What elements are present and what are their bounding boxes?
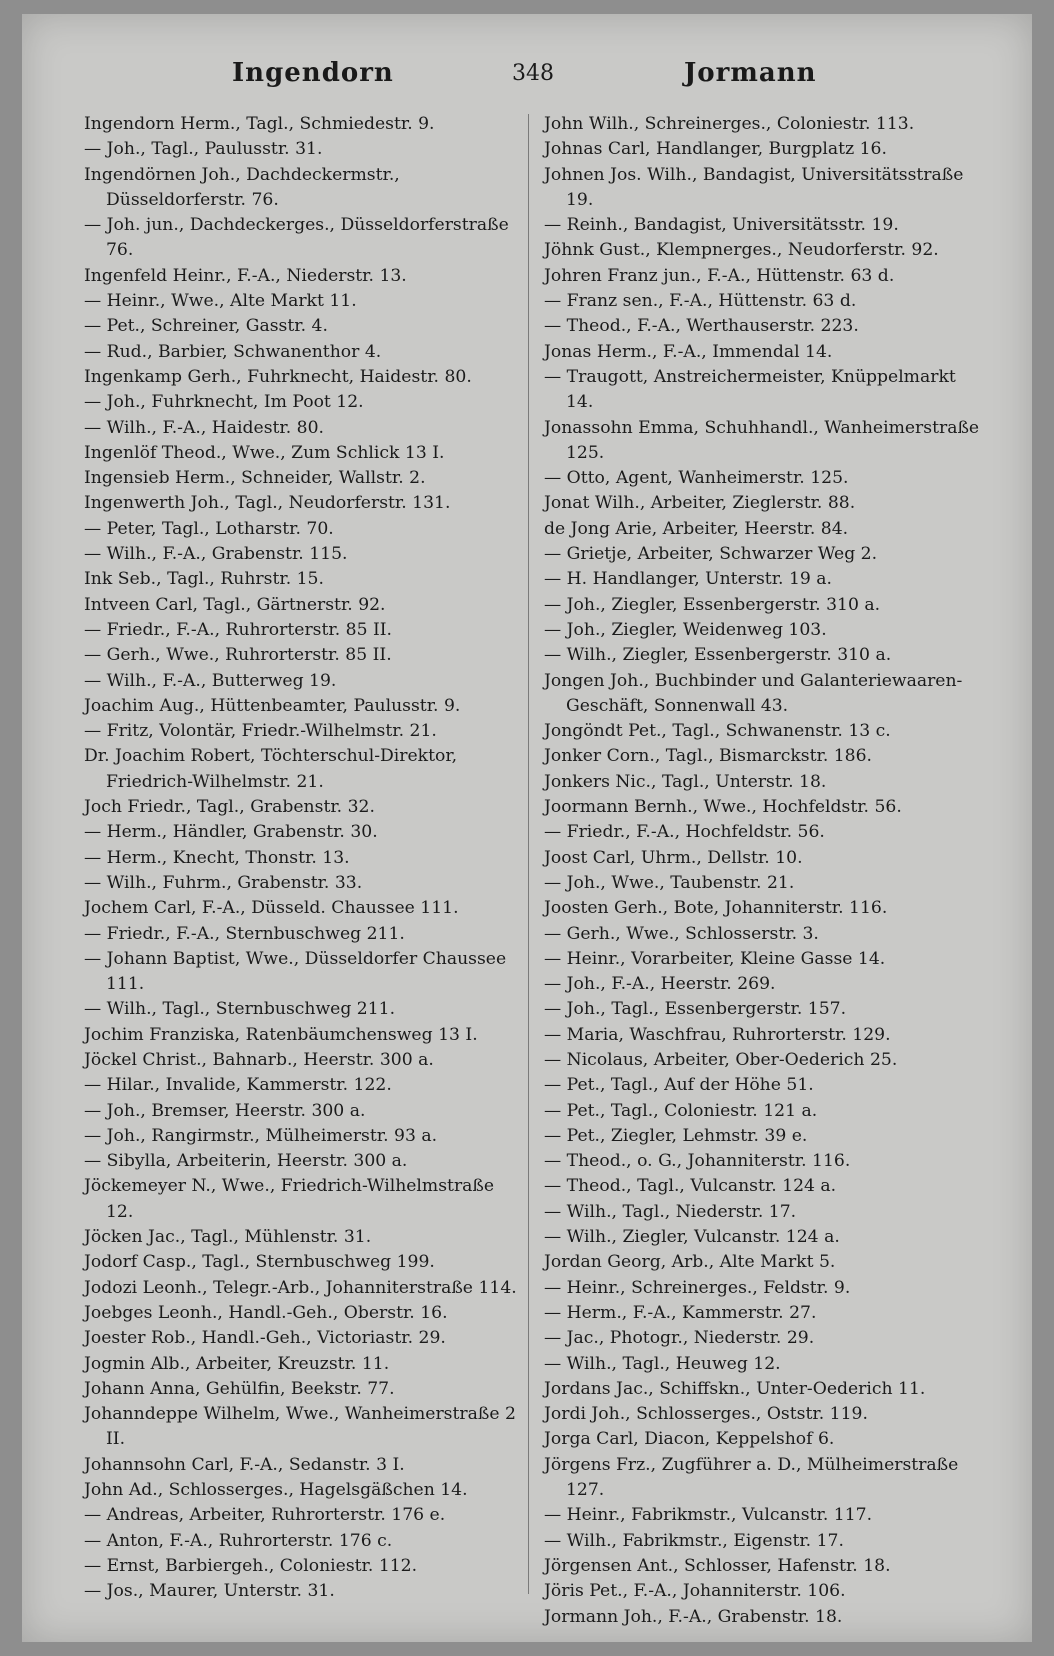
directory-entry: — Joh., Wwe., Taubenstr. 21. [544,872,795,893]
directory-entry: — Anton, F.-A., Ruhrorterstr. 176 c. [84,1530,393,1551]
directory-entry: — Pet., Tagl., Auf der Höhe 51. [544,1075,814,1096]
directory-entry: Jochem Carl, F.-A., Düsseld. Chaussee 111. [84,898,459,919]
directory-entry: Jordan Georg, Arb., Alte Markt 5. [544,1252,836,1273]
directory-entry: — Theod., o. G., Johanniterstr. 116. [544,1151,851,1172]
directory-entry: — Joh., Bremser, Heerstr. 300 a. [84,1100,366,1121]
directory-entry: Jöcken Jac., Tagl., Mühlenstr. 31. [84,1227,372,1248]
directory-entry: Joormann Bernh., Wwe., Hochfeldstr. 56. [544,797,902,818]
directory-entry: — Heinr., Schreinerges., Feldstr. 9. [544,1277,851,1298]
directory-entry: — Joh., Ziegler, Weidenweg 103. [544,619,827,640]
directory-entry: — Andreas, Arbeiter, Ruhrorterstr. 176 e. [84,1505,446,1526]
directory-entry: — Friedr., F.-A., Ruhrorterstr. 85 II. [84,619,393,640]
directory-entry: — Joh., Tagl., Essenbergerstr. 157. [544,999,847,1020]
directory-entry: — Herm., Knecht, Thonstr. 13. [84,847,350,868]
directory-entry: Jörgens Frz., Zugführer a. D., Mülheimerstraße 127. [544,1454,959,1501]
directory-entry: — Peter, Tagl., Lotharstr. 70. [84,518,334,539]
directory-entry: — Joh., Ziegler, Essenbergerstr. 310 a. [544,594,881,615]
directory-entry: Ingendorn Herm., Tagl., Schmiedestr. 9. [84,114,435,134]
directory-entry: — Joh., Fuhrknecht, Im Poot 12. [84,392,364,413]
directory-entry: — Gerh., Wwe., Ruhrorterstr. 85 II. [84,645,392,666]
directory-entry: Jörgensen Ant., Schlosser, Hafenstr. 18. [544,1555,891,1576]
directory-entry: — Joh., Tagl., Paulusstr. 31. [84,139,323,160]
page-header [22,58,1032,98]
directory-entry: Jonat Wilh., Arbeiter, Zieglerstr. 88. [544,493,856,514]
directory-entry: — Maria, Waschfrau, Ruhrorterstr. 129. [544,1024,891,1045]
directory-entry: Joester Rob., Handl.-Geh., Victoriastr. 29. [84,1328,446,1349]
directory-entry: — Grietje, Arbeiter, Schwarzer Weg 2. [544,544,878,565]
directory-entry: — Gerh., Wwe., Schlosserstr. 3. [544,923,819,944]
directory-entry: Jonas Herm., F.-A., Immendal 14. [544,341,833,362]
directory-entry: — H. Handlanger, Unterstr. 19 a. [544,569,832,590]
directory-entry: Joebges Leonh., Handl.-Geh., Oberstr. 16. [84,1302,448,1323]
column-divider [528,114,529,1594]
directory-entry: Jöckel Christ., Bahnarb., Heerstr. 300 a. [84,1049,434,1070]
directory-entry: Johnen Jos. Wilh., Bandagist, Universitätsstraße 19. [544,164,964,210]
directory-entry: — Joh., F.-A., Heerstr. 269. [544,974,776,995]
directory-entry: Jodorf Casp., Tagl., Sternbuschweg 199. [84,1252,435,1273]
directory-entry: — Wilh., F.-A., Grabenstr. 115. [84,544,348,565]
directory-entry: — Jac., Photogr., Niederstr. 29. [544,1328,815,1349]
directory-entry: Ingenlöf Theod., Wwe., Zum Schlick 13 I. [84,442,445,463]
directory-entry: — Fritz, Volontär, Friedr.-Wilhelmstr. 21. [84,721,437,742]
directory-entry: Johanndeppe Wilhelm, Wwe., Wanheimerstraße 2 II. [84,1404,516,1450]
directory-entry: Jöckemeyer N., Wwe., Friedrich-Wilhelmstraße 12. [84,1176,495,1222]
directory-entry: — Heinr., Vorarbeiter, Kleine Gasse 14. [544,948,886,969]
directory-entry: Ingenkamp Gerh., Fuhrknecht, Haidestr. 80. [84,366,472,387]
directory-entry: de Jong Arie, Arbeiter, Heerstr. 84. [544,518,849,539]
directory-entry: — Reinh., Bandagist, Universitätsstr. 19. [544,215,899,236]
directory-entry: Joosten Gerh., Bote, Johanniterstr. 116. [544,898,888,919]
directory-entry: Ingenfeld Heinr., F.-A., Niederstr. 13. [84,265,407,286]
directory-entry: Jöris Pet., F.-A., Johanniterstr. 106. [544,1581,846,1602]
right-column [544,112,984,1630]
directory-entry: — Joh., Rangirmstr., Mülheimerstr. 93 a. [84,1125,438,1146]
directory-entry: Jogmin Alb., Arbeiter, Kreuzstr. 11. [84,1353,390,1374]
directory-entry: Intveen Carl, Tagl., Gärtnerstr. 92. [84,594,386,615]
directory-entry: — Otto, Agent, Wanheimerstr. 125. [544,468,849,489]
directory-entry: Jöhnk Gust., Klempnerges., Neudorferstr. 92. [544,240,939,261]
directory-entry: — Wilh., Fabrikmstr., Eigenstr. 17. [544,1530,844,1551]
directory-entry: — Theod., Tagl., Vulcanstr. 124 a. [544,1176,837,1197]
page-number: 348 [512,61,554,86]
directory-entry: — Pet., Schreiner, Gasstr. 4. [84,316,328,337]
directory-entry: — Rud., Barbier, Schwanenthor 4. [84,341,382,362]
directory-entry: — Wilh., Tagl., Sternbuschweg 211. [84,999,396,1020]
directory-entry: — Nicolaus, Arbeiter, Ober-Oederich 25. [544,1049,898,1070]
directory-entry: — Wilh., F.-A., Haidestr. 80. [84,417,325,438]
directory-entry: — Jos., Maurer, Unterstr. 31. [84,1581,335,1602]
directory-entry: — Franz sen., F.-A., Hüttenstr. 63 d. [544,291,857,312]
directory-entry: Jonassohn Emma, Schuhhandl., Wanheimerstraße 125. [544,417,980,463]
directory-entry: — Joh. jun., Dachdeckerges., Düsseldorferstraße 76. [84,215,509,261]
directory-entry: — Wilh., Ziegler, Vulcanstr. 124 a. [544,1227,840,1248]
header-left-keyword: Ingendorn [232,58,394,88]
directory-entry: — Hilar., Invalide, Kammerstr. 122. [84,1075,392,1096]
directory-entry: Ingendörnen Joh., Dachdeckermstr., Düsseldorferstr. 76. [84,164,400,210]
directory-entry: Jongöndt Pet., Tagl., Schwanenstr. 13 c. [544,721,891,742]
directory-entry: — Sibylla, Arbeiterin, Heerstr. 300 a. [84,1151,408,1172]
directory-entry: — Herm., F.-A., Kammerstr. 27. [544,1302,817,1323]
header-right-keyword: Jormann [684,58,817,88]
directory-entry: Joachim Aug., Hüttenbeamter, Paulusstr. 9. [84,695,461,716]
directory-entry: — Pet., Ziegler, Lehmstr. 39 e. [544,1125,808,1146]
directory-entry: — Friedr., F.-A., Hochfeldstr. 56. [544,822,825,843]
directory-entry: — Johann Baptist, Wwe., Düsseldorfer Chaussee 111. [84,948,507,995]
directory-entry: — Friedr., F.-A., Sternbuschweg 211. [84,923,405,944]
directory-entry: — Ernst, Barbiergeh., Coloniestr. 112. [84,1555,418,1576]
directory-entry: Jormann Joh., F.-A., Grabenstr. 18. [544,1606,843,1627]
directory-entry: John Ad., Schlosserges., Hagelsgäßchen 14. [84,1480,468,1501]
directory-entry: Johren Franz jun., F.-A., Hüttenstr. 63 d. [544,265,895,286]
directory-entry: Ingensieb Herm., Schneider, Wallstr. 2. [84,468,426,489]
directory-entry: — Wilh., Ziegler, Essenbergerstr. 310 a. [544,645,892,666]
directory-entry: Jodozi Leonh., Telegr.-Arb., Johanniterstraße 114. [84,1277,517,1298]
directory-entry: Joch Friedr., Tagl., Grabenstr. 32. [84,797,375,818]
directory-entry: — Wilh., Tagl., Heuweg 12. [544,1353,781,1374]
directory-entry: — Traugott, Anstreichermeister, Knüppelmarkt 14. [544,366,956,413]
directory-entry: Jonkers Nic., Tagl., Unterstr. 18. [544,771,827,792]
directory-entry: Johann Anna, Gehülfin, Beekstr. 77. [84,1378,395,1399]
directory-entry: Jonker Corn., Tagl., Bismarckstr. 186. [544,746,873,767]
directory-entry: — Pet., Tagl., Coloniestr. 121 a. [544,1100,818,1121]
directory-entry: — Wilh., Tagl., Niederstr. 17. [544,1201,797,1222]
directory-entry: Jorga Carl, Diacon, Keppelshof 6. [544,1429,835,1450]
directory-page [22,14,1032,1642]
directory-entry: — Herm., Händler, Grabenstr. 30. [84,822,378,843]
directory-entry: Jordans Jac., Schiffskn., Unter-Oederich 11. [544,1378,926,1399]
directory-entry: Jongen Joh., Buchbinder und Galanteriewaaren-Geschäft, Sonnenwall 43. [544,670,963,716]
directory-entry: Johannsohn Carl, F.-A., Sedanstr. 3 I. [84,1454,405,1475]
directory-entry: Joost Carl, Uhrm., Dellstr. 10. [544,847,803,868]
directory-entry: — Theod., F.-A., Werthauserstr. 223. [544,316,859,337]
directory-entry: — Wilh., F.-A., Butterweg 19. [84,670,337,691]
directory-entry: — Heinr., Wwe., Alte Markt 11. [84,291,357,312]
directory-entry: — Heinr., Fabrikmstr., Vulcanstr. 117. [544,1505,873,1526]
directory-entry: — Wilh., Fuhrm., Grabenstr. 33. [84,872,363,893]
directory-entry: Jochim Franziska, Ratenbäumchensweg 13 I. [84,1024,478,1045]
directory-entry: Jordi Joh., Schlosserges., Oststr. 119. [544,1404,868,1425]
left-column [84,112,524,1605]
directory-entry: Johnas Carl, Handlanger, Burgplatz 16. [544,139,887,160]
directory-entry: Ink Seb., Tagl., Ruhrstr. 15. [84,569,324,590]
directory-entry: John Wilh., Schreinerges., Coloniestr. 113. [544,114,915,134]
directory-entry: Ingenwerth Joh., Tagl., Neudorferstr. 131. [84,493,451,514]
directory-entry: Dr. Joachim Robert, Töchterschul-Direktor, Friedrich-Wilhelmstr. 21. [84,746,458,792]
